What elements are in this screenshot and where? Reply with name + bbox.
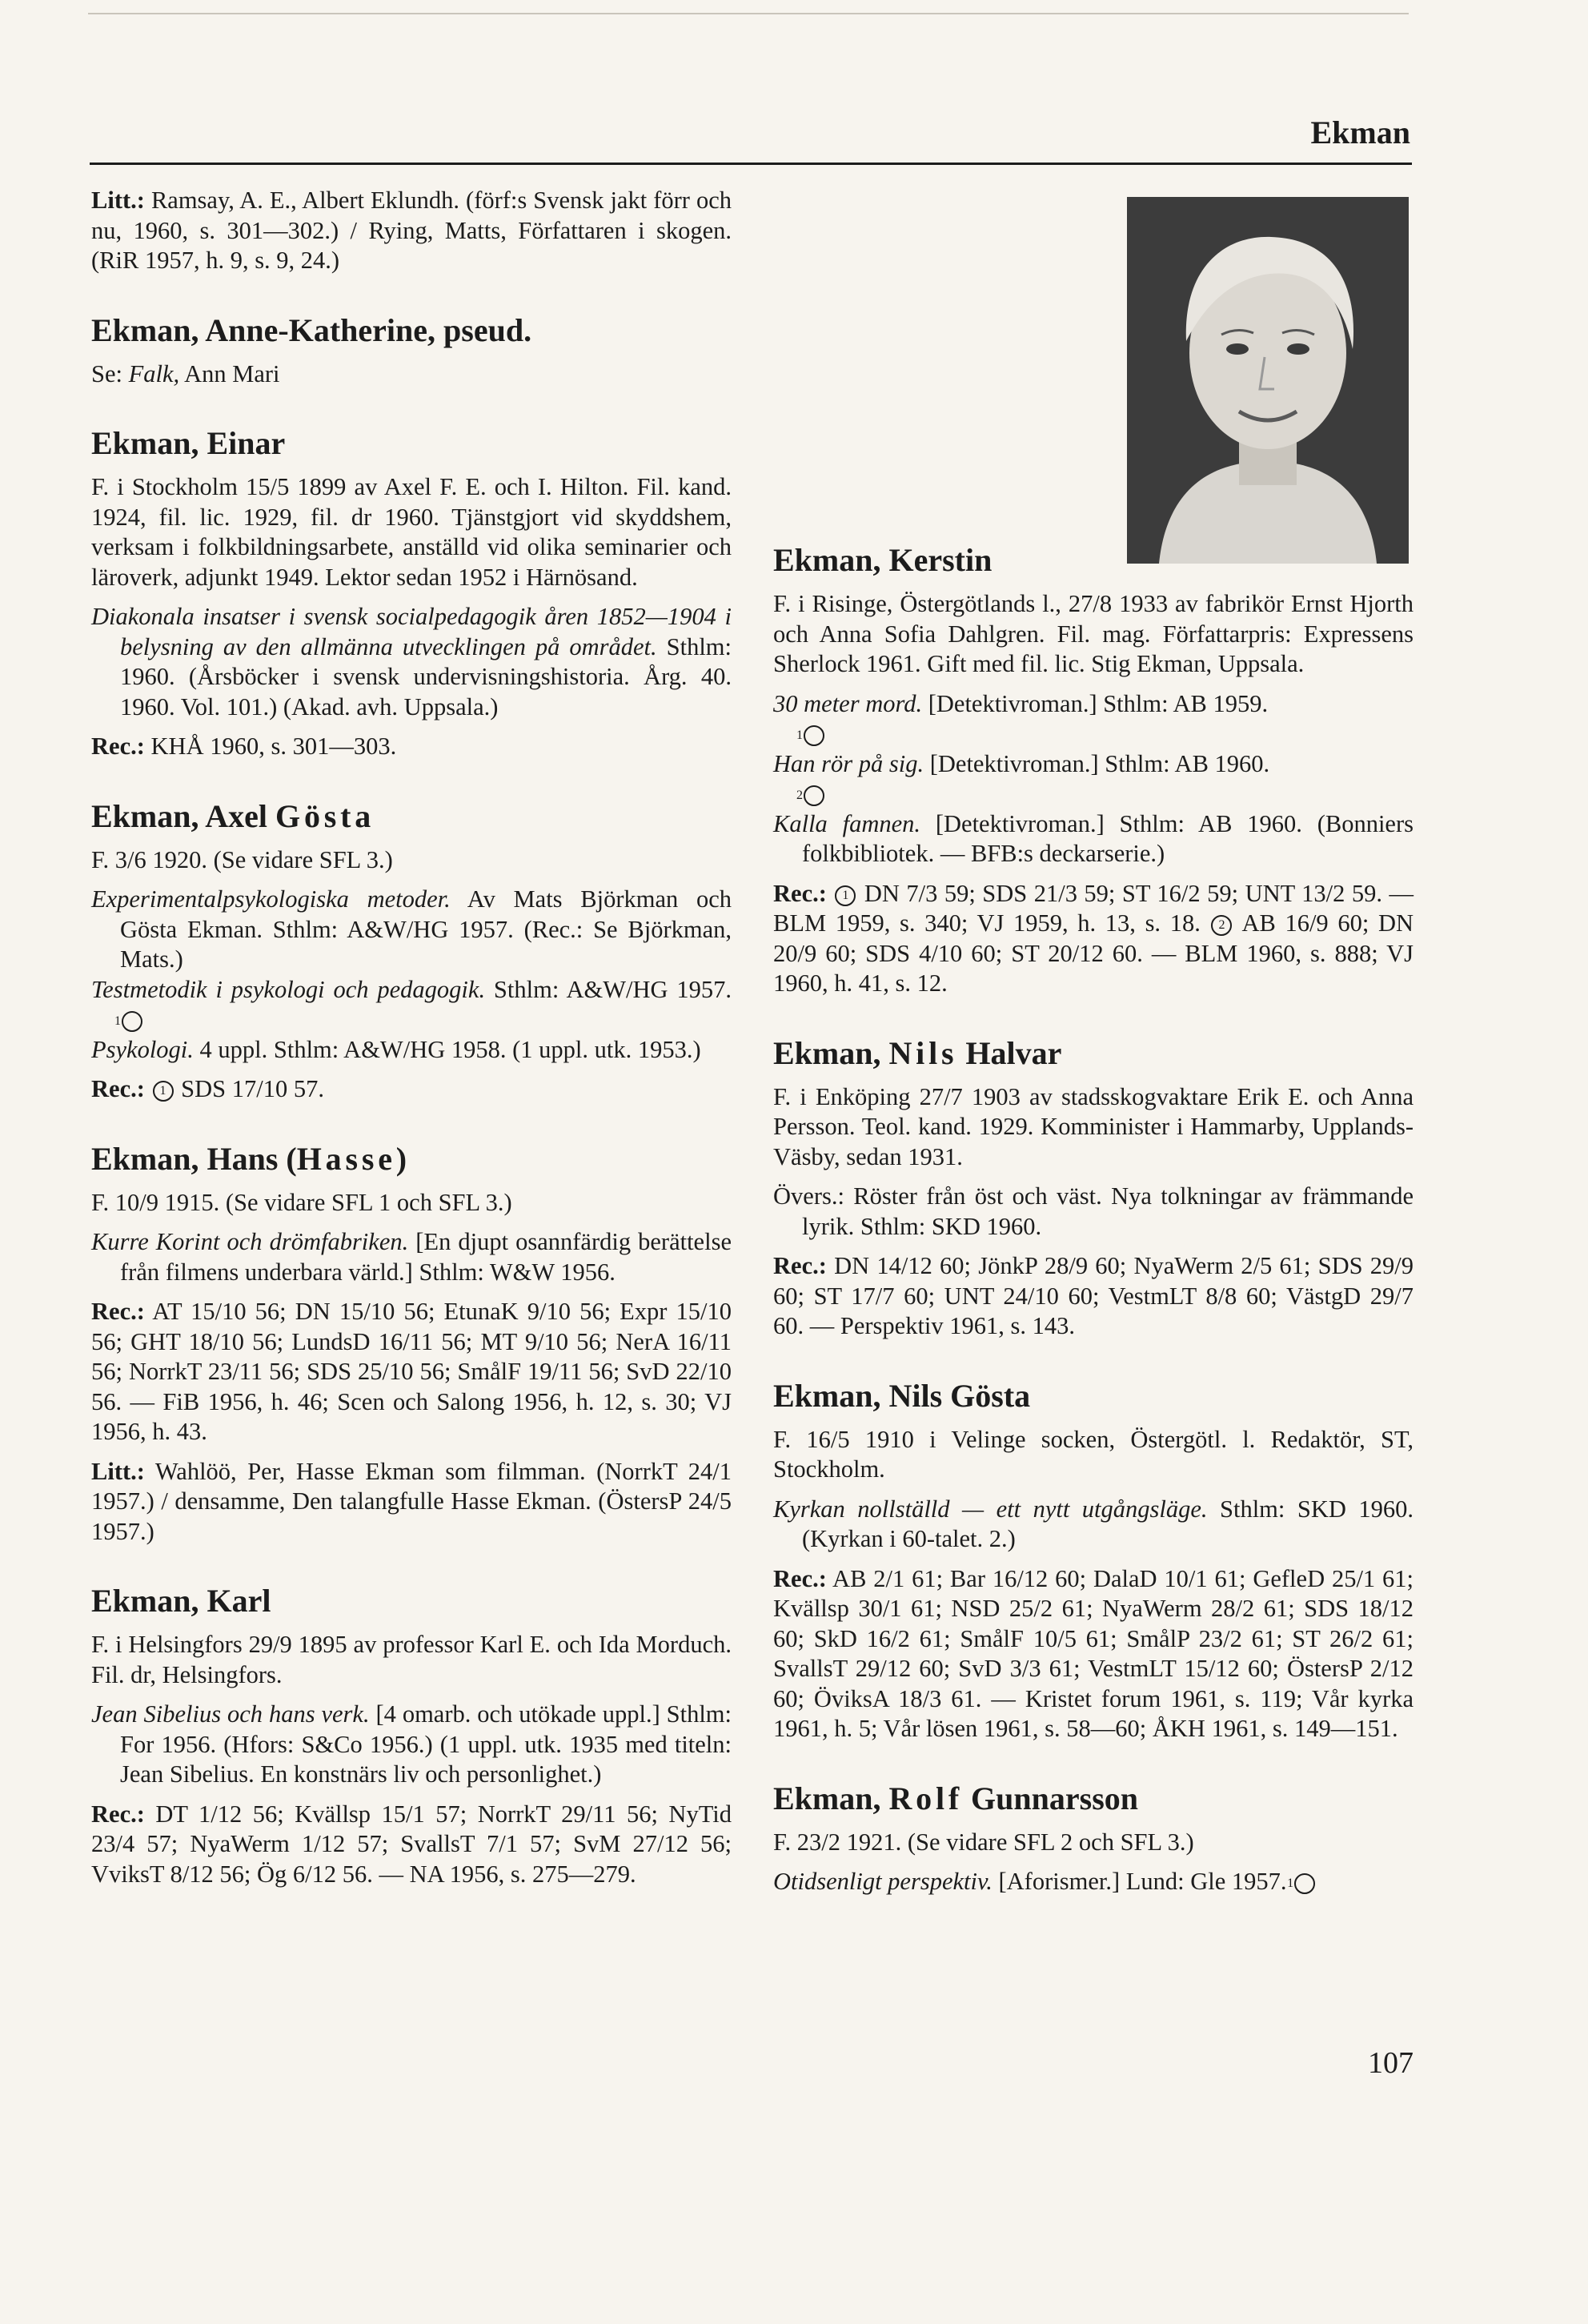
circled-2-icon: 2	[804, 785, 824, 806]
hans-bio: F. 10/9 1915. (Se vidare SFL 1 och SFL 3.)	[91, 1188, 512, 1216]
karl-work-1: Jean Sibelius och hans verk. [4 omarb. och utökade uppl.] Sthlm: For 1956. (Hfors: S&Co 1956.) (1 uppl. utk. 1935 med titeln: Jean Sibelius. En konstnärs liv och personlighet.)	[91, 1700, 732, 1788]
hans-work-1: Kurre Korint och drömfabriken. [En djupt osannfärdig berättelse från filmens underbara värld.] Sthlm: W&W 1956.	[91, 1228, 732, 1286]
nils-halvar-work-1: Övers.: Röster från öst och väst. Nya tolkningar av främmande lyrik. Sthlm: SKD 1960.	[773, 1182, 1414, 1240]
entry-heading-hans: Ekman, Hans (Hasse)	[91, 1140, 407, 1177]
axel-work-1: Experimentalpsykologiska metoder. Av Mats Björkman och Gösta Ekman. Sthlm: A&W/HG 1957. (Rec.: Se Björkman, Mats.)	[91, 885, 732, 973]
circled-1-icon: 1	[1294, 1873, 1315, 1894]
axel-bio: F. 3/6 1920. (Se vidare SFL 3.)	[91, 845, 393, 873]
hans-rec: Rec.: AT 15/10 56; DN 15/10 56; EtunaK 9/10 56; Expr 15/10 56; GHT 18/10 56; LundsD 16/11 56; MT 9/10 56; NerA 16/11 56; NorrkT 23/11 56; SDS 25/10 56; SmålF 19/11 56; SvD 22/10 56. — FiB 1956, h. 46; Scen och Salong 1956, h. 12, s. 30; VJ 1956, h. 43.	[91, 1298, 732, 1445]
axel-rec: Rec.: 1 SDS 17/10 57.	[91, 1075, 324, 1102]
entry-heading-nils-gosta: Ekman, Nils Gösta	[773, 1377, 1031, 1414]
axel-work-3: Psykologi. 4 uppl. Sthlm: A&W/HG 1958. (1 uppl. utk. 1953.)	[91, 1035, 701, 1063]
intro-litt: Litt.: Ramsay, A. E., Albert Eklundh. (förf:s Svensk jakt förr och nu, 1960, s. 301—302.) / Rying, Matts, Författaren i skogen. (RiR 1957, h. 9, s. 9, 24.)	[91, 187, 732, 274]
hans-litt: Litt.: Wahlöö, Per, Hasse Ekman som filmman. (NorrkT 24/1 1957.) / densamme, Den talangfulle Hasse Ekman. (ÖstersP 24/5 1957.)	[91, 1457, 732, 1545]
entry-heading-nils-halvar: Ekman, Nils Halvar	[773, 1034, 1062, 1071]
einar-bio: F. i Stockholm 15/5 1899 av Axel F. E. och I. Hilton. Fil. kand. 1924, fil. lic. 1929, fil. dr 1960. Tjänstgjort vid skyddshem, verksam i folkbildningsarbete, anställd vid olika seminarier och läroverk, adjunkt 1949. Lektor sedan 1952 i Härnösand.	[91, 473, 732, 591]
nils-halvar-rec: Rec.: DN 14/12 60; JönkP 28/9 60; NyaWerm 2/5 61; SDS 29/9 60; ST 17/7 60; UNT 24/10 60; VestmLT 8/8 60; VästgD 29/7 60. — Perspektiv 1961, s. 143.	[773, 1252, 1414, 1339]
right-column	[773, 541, 1414, 1897]
axel-work-2: Testmetodik i psykologi och pedagogik. Sthlm: A&W/HG 1957. 1	[91, 975, 732, 1035]
running-header: Ekman	[1310, 114, 1410, 151]
kerstin-rec: Rec.: 1 DN 7/3 59; SDS 21/3 59; ST 16/2 59; UNT 13/2 59. — BLM 1959, s. 340; VJ 1959, h. 13, s. 18. 2 AB 16/9 60; DN 20/9 60; SDS 4/10 60; ST 20/12 60. — BLM 1960, s. 888; VJ 1960, h. 41, s. 12.	[773, 879, 1414, 997]
header-rule	[90, 163, 1412, 165]
nils-gosta-bio: F. 16/5 1910 i Velinge socken, Östergötl. l. Redaktör, ST, Stockholm.	[773, 1425, 1414, 1483]
portrait-illustration	[1127, 197, 1409, 564]
rolf-bio: F. 23/2 1921. (Se vidare SFL 2 och SFL 3.)	[773, 1828, 1194, 1856]
entry-heading-karl: Ekman, Karl	[91, 1583, 271, 1619]
einar-rec: Rec.: KHÅ 1960, s. 301—303.	[91, 733, 397, 760]
entry-heading-anne: Ekman, Anne-Katherine, pseud.	[91, 311, 532, 348]
circled-1-icon: 1	[122, 1011, 142, 1032]
page-number: 107	[1368, 2046, 1414, 2080]
nils-halvar-bio: F. i Enköping 27/7 1903 av stadsskogvaktare Erik E. och Anna Persson. Teol. kand. 1929. Komminister i Hammarby, Upplands-Väsby, sedan 1931.	[773, 1082, 1414, 1170]
nils-gosta-rec: Rec.: AB 2/1 61; Bar 16/12 60; DalaD 10/1 61; GefleD 25/1 61; Kvällsp 30/1 61; NSD 25/2 61; NyaWerm 28/2 61; SDS 18/12 60; SkD 16/2 61; SmålF 10/5 61; SmålP 23/2 61; ST 26/2 61; SvallsT 29/12 60; SvD 3/3 61; VestmLT 15/12 60; ÖstersP 2/12 60; ÖviksA 18/3 61. — Kristet forum 1961, s. 119; Vår kyrka 1961, h. 5; Vår lösen 1961, s. 58—60; ÅKH 1961, s. 149—151.	[773, 1564, 1414, 1742]
circled-2-icon: 2	[1211, 915, 1232, 936]
karl-rec: Rec.: DT 1/12 56; Kvällsp 15/1 57; NorrkT 29/11 56; NyTid 23/4 57; NyaWerm 1/12 57; SvallsT 7/1 57; SvM 27/12 56; VviksT 8/12 56; Ög 6/12 56. — NA 1956, s. 275—279.	[91, 1800, 732, 1888]
portrait-photo	[1127, 197, 1409, 564]
rolf-work-1: Otidsenligt perspektiv. [Aforismer.] Lund: Gle 1957. 1	[773, 1867, 1414, 1897]
anne-see: Se: Falk, Ann Mari	[91, 359, 280, 387]
einar-work: Diakonala insatser i svensk socialpedagogik åren 1852—1904 i belysning av den allmänna utvecklingen på området. Sthlm: 1960. (Årsböcker i svensk undervisningshistoria. Årg. 40. 1960. Vol. 101.) (Akad. avh. Uppsala.)	[91, 603, 732, 720]
kerstin-work-3: Kalla famnen. [Detektivroman.] Sthlm: AB 1960. (Bonniers folkbibliotek. — BFB:s deckarserie.)	[773, 809, 1414, 867]
circled-1-icon: 1	[804, 725, 824, 746]
left-column	[91, 186, 732, 1889]
kerstin-work-1: 30 meter mord. [Detektivroman.] Sthlm: AB 1959. 1	[773, 689, 1414, 749]
entry-heading-axel: Ekman, Axel Gösta	[91, 797, 375, 834]
top-edge-line	[88, 13, 1409, 14]
circled-1-icon: 1	[153, 1081, 174, 1102]
kerstin-work-2: Han rör på sig. [Detektivroman.] Sthlm: AB 1960. 2	[773, 749, 1414, 809]
entry-heading-einar: Ekman, Einar	[91, 425, 286, 461]
kerstin-bio: F. i Risinge, Östergötlands l., 27/8 1933 av fabrikör Ernst Hjorth och Anna Sofia Dahlgren. Fil. mag. Författarpris: Expressens Sherlock 1961. Gift med fil. lic. Stig Ekman, Uppsala.	[773, 590, 1414, 677]
karl-bio: F. i Helsingfors 29/9 1895 av professor Karl E. och Ida Morduch. Fil. dr, Helsingfors.	[91, 1631, 732, 1688]
nils-gosta-work-1: Kyrkan nollställd — ett nytt utgångsläge. Sthlm: SKD 1960. (Kyrkan i 60-talet. 2.)	[773, 1495, 1414, 1552]
entry-heading-rolf: Ekman, Rolf Gunnarsson	[773, 1780, 1139, 1816]
entry-heading-kerstin: Ekman, Kerstin	[773, 542, 992, 578]
circled-1-icon: 1	[835, 885, 856, 906]
